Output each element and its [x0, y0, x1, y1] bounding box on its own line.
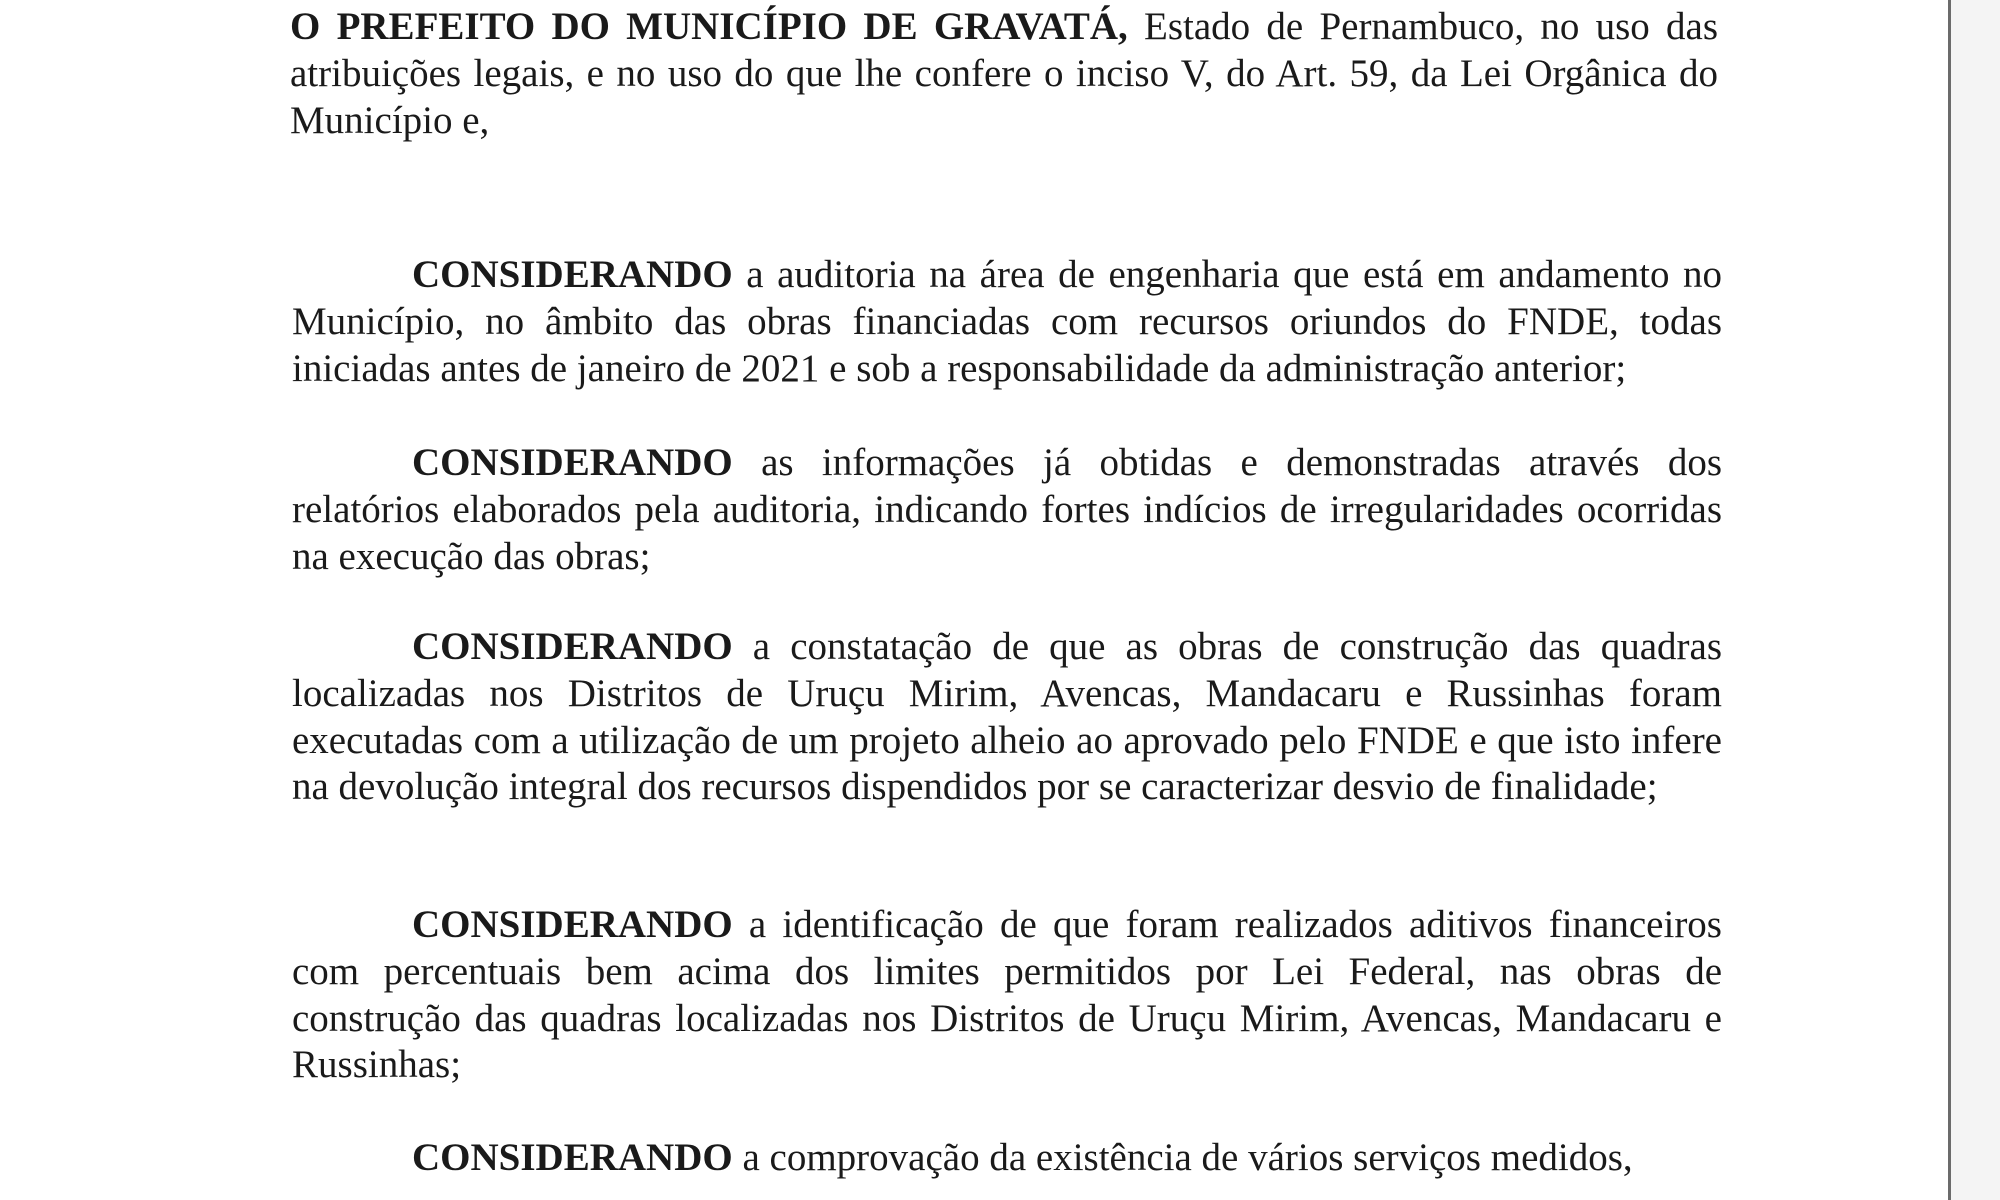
considerando-text: as informações já obtidas e demonstradas através dos relatórios elaborados pela auditoria, indicando fortes indícios de irregularidades ocorridas na execução das obras; [292, 441, 1722, 578]
considerando-paragraph-1 [292, 252, 1722, 392]
considerando-keyword: CONSIDERANDO [412, 441, 733, 484]
considerando-keyword: CONSIDERANDO [412, 253, 733, 296]
considerando-paragraph-4 [292, 902, 1722, 1089]
considerando-text: a auditoria na área de engenharia que está em andamento no Município, no âmbito das obras financiadas com recursos oriundos do FNDE, todas iniciadas antes de janeiro de 2021 e sob a responsabilidade da administração anterior; [292, 253, 1722, 390]
considerando-text: a constatação de que as obras de construção das quadras localizadas nos Distritos de Uruçu Mirim, Avencas, Mandacaru e Russinhas foram executadas com a utilização de um projeto alheio ao aprovado pelo FNDE e que isto infere na devolução integral dos recursos dispendidos por se caracterizar desvio de finalidade; [292, 625, 1722, 809]
considerando-paragraph-3 [292, 624, 1722, 811]
intro-paragraph [290, 4, 1718, 144]
considerando-keyword: CONSIDERANDO [412, 625, 733, 668]
page-edge-shadow [1951, 0, 2000, 1200]
considerando-keyword: CONSIDERANDO [412, 1136, 733, 1179]
considerando-text: a identificação de que foram realizados aditivos financeiros com percentuais bem acima dos limites permitidos por Lei Federal, nas obras de construção das quadras localizadas nos Distritos de Uruçu Mirim, Avencas, Mandacaru e Russinhas; [292, 903, 1722, 1087]
considerando-paragraph-2 [292, 440, 1722, 580]
considerando-paragraph-5 [292, 1135, 1722, 1182]
page-edge-line [1948, 0, 1951, 1200]
considerando-keyword: CONSIDERANDO [412, 903, 733, 946]
intro-bold-lead: O PREFEITO DO MUNICÍPIO DE GRAVATÁ, [290, 5, 1128, 48]
intro-text: Estado de Pernambuco, no uso das atribuições legais, e no uso do que lhe confere o inciso V, do Art. 59, da Lei Orgânica do Município e, [290, 5, 1718, 142]
considerando-text: a comprovação da existência de vários serviços medidos, [732, 1136, 1633, 1179]
